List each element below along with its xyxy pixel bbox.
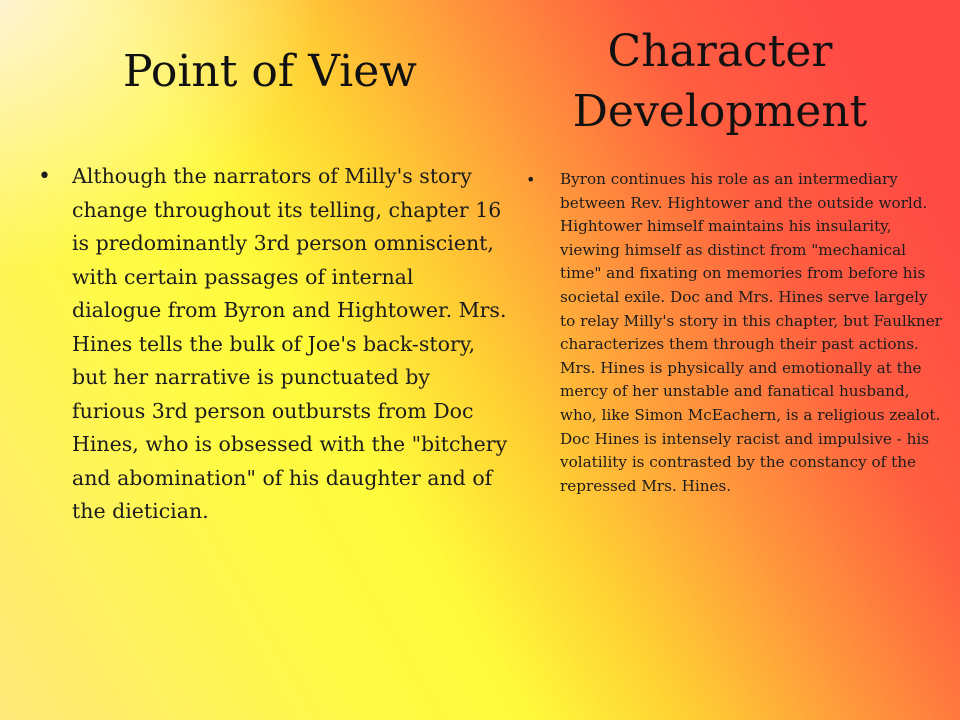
bullet-item (526, 168, 946, 498)
point-of-view-bullet-list (38, 160, 508, 529)
bullet-item (38, 160, 508, 529)
bullet-icon: • (526, 170, 536, 189)
bullet-icon: • (38, 164, 51, 189)
point-of-view-heading: Point of View (123, 46, 417, 97)
bullet-text: Byron continues his role as an intermediary between Rev. Hightower and the outside world. Hightower himself maintains his insularity, viewing himself as distinct from "mechanical time" and fixating on memories from before his societal exile. Doc and Mrs. Hines serve largely to relay Milly's story in this chapter, but Faulkner characterizes them through their past actions. Mrs. Hines is physically and emotionally at the mercy of her unstable and fanatical husband, who, like Simon McEachern, is a religious zealot. Doc Hines is intensely racist and impulsive - his volatility is contrasted by the constancy of the repressed Mrs. Hines. (560, 170, 942, 495)
bullet-text: Although the narrators of Milly's story change throughout its telling, chapter 16 is predominantly 3rd person omniscient, with certain passages of internal dialogue from Byron and Hightower. Mrs. Hines tells the bulk of Joe's back-story, but her narrative is punctuated by furious 3rd person outbursts from Doc Hines, who is obsessed with the "bitchery and abomination" of his daughter and of the dietician. (72, 164, 508, 523)
character-development-heading: Character Development (572, 26, 868, 137)
character-development-bullet-list (526, 168, 946, 498)
